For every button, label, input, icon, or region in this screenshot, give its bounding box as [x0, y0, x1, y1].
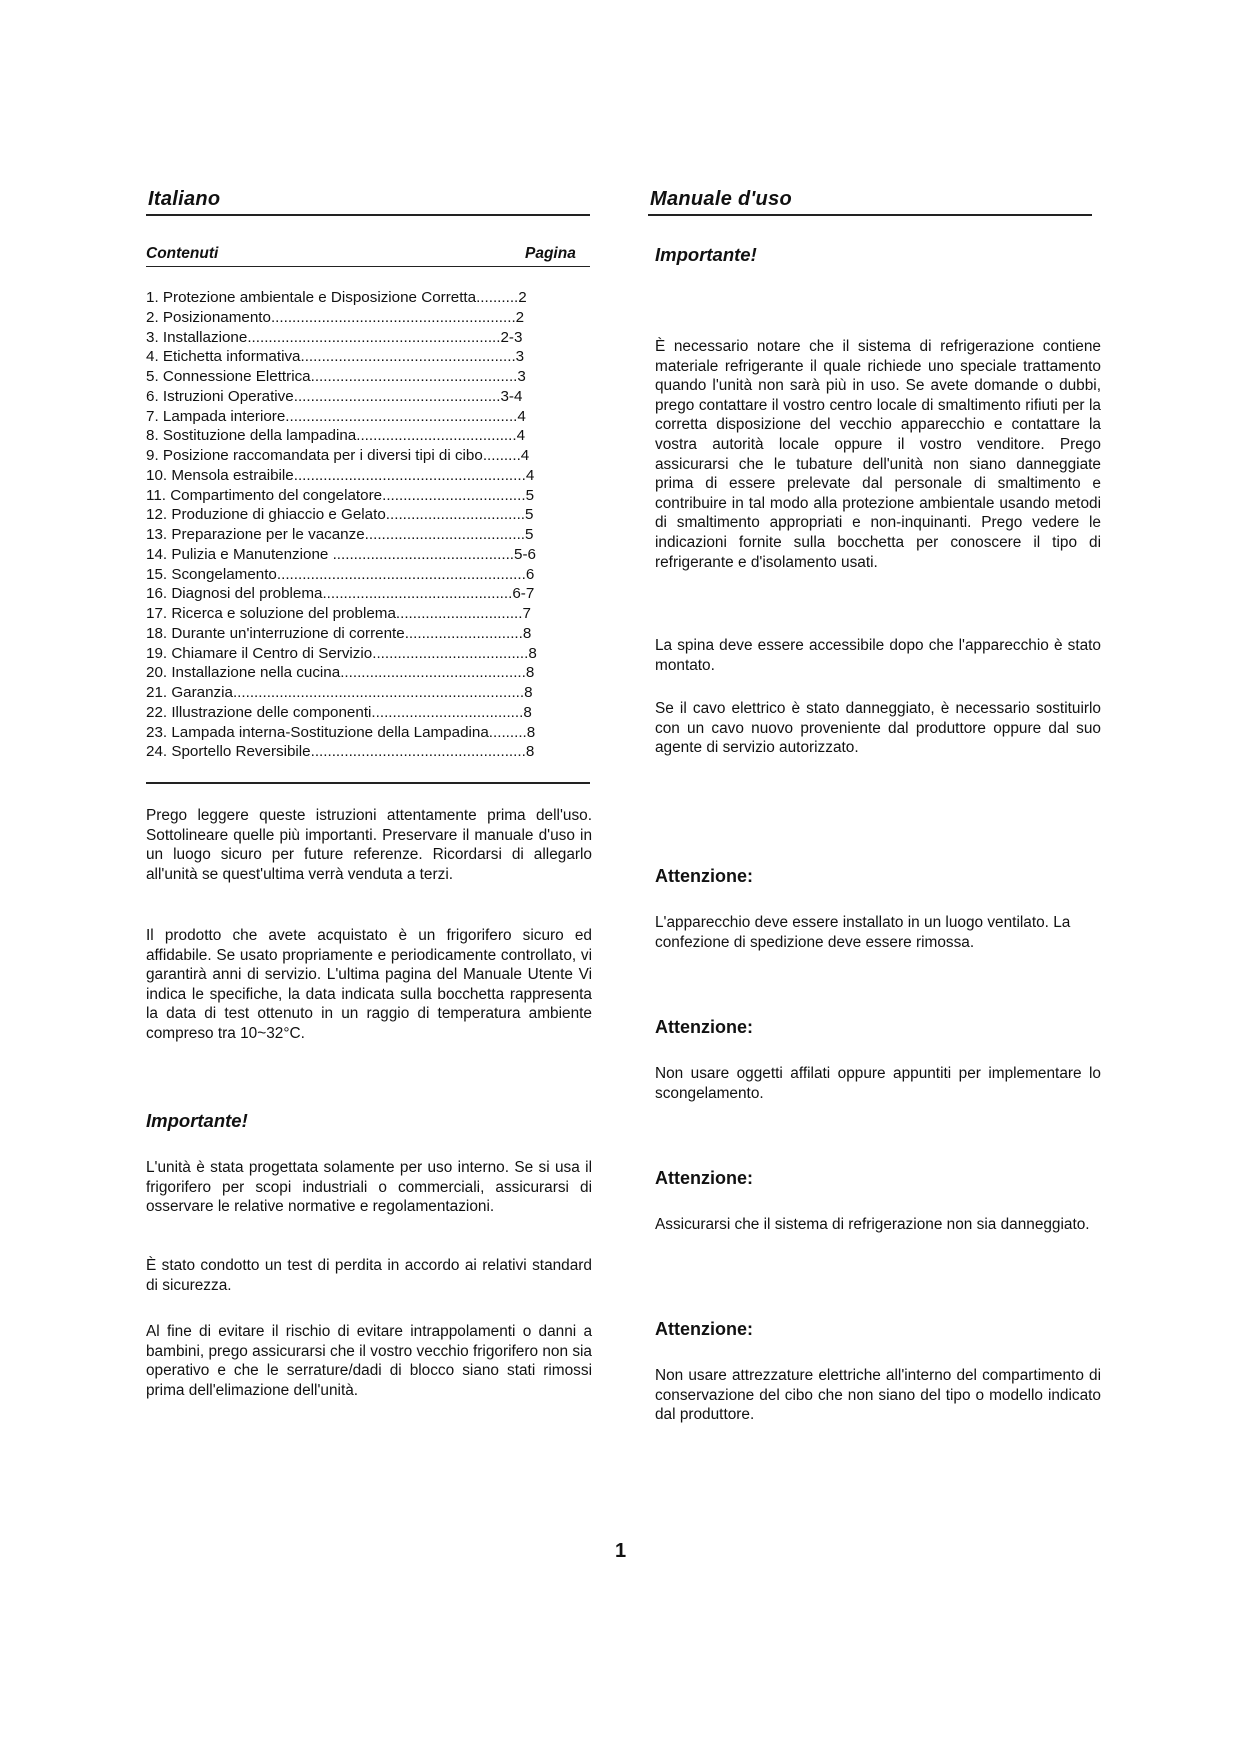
toc-item: 3. Installazione............................................................2-3 — [146, 328, 523, 346]
toc-item: 13. Preparazione per le vacanze......................................5 — [146, 526, 534, 543]
warning-text-2: Non usare oggetti affilati oppure appuntiti per implementare lo scongelamento. — [655, 1065, 1101, 1102]
important-paragraph-3: Al fine di evitare il rischio di evitare intrappolamenti o danni a bambini, prego assicurarsi che il vostro vecchio frigorifero non sia operativo e che le serrature/dadi di blocco siano stati rimossi prima dell'elimazione dell'unità. — [146, 1323, 592, 1399]
toc-item: 4. Etichetta informativa...................................................3 — [146, 348, 525, 366]
page-number: 1 — [615, 1540, 627, 1562]
toc-item: 20. Installazione nella cucina............................................8 — [146, 664, 535, 682]
warning-text-1: L'apparecchio deve essere installato in un luogo ventilato. La confezione di spedizione deve essere rimossa. — [655, 914, 1071, 951]
toc-item: 5. Connessione Elettrica.................................................3 — [146, 368, 526, 385]
cable-paragraph: Se il cavo elettrico è stato danneggiato, è necessario sostituirlo con un cavo nuovo proveniente dal produttore oppure dal suo agente di servizio autorizzato. — [655, 700, 1101, 757]
toc-heading: Contenuti — [146, 245, 219, 262]
toc-item: 23. Lampada interna-Sostituzione della Lampadina.........8 — [146, 723, 536, 741]
toc-item: 2. Posizionamento..........................................................2 — [146, 308, 525, 326]
important-heading-right: Importante! — [655, 244, 757, 265]
table-of-contents — [146, 288, 600, 762]
header-rule-left — [146, 214, 590, 216]
toc-item: 16. Diagnosi del problema.............................................6-7 — [146, 585, 535, 603]
warning-text-3: Assicurarsi che il sistema di refrigerazione non sia danneggiato. — [655, 1216, 1090, 1233]
toc-item: 17. Ricerca e soluzione del problema..............................7 — [146, 605, 531, 622]
toc-item: 22. Illustrazione delle componenti....................................8 — [146, 703, 532, 721]
toc-bottom-rule — [146, 782, 590, 784]
toc-page-heading: Pagina — [525, 245, 576, 262]
important-heading-left: Importante! — [146, 1110, 248, 1131]
language-title: Italiano — [148, 188, 221, 210]
toc-item: 24. Sportello Reversibile...................................................8 — [146, 743, 535, 761]
toc-item: 21. Garanzia.....................................................................8 — [146, 684, 533, 701]
toc-item: 11. Compartimento del congelatore..................................5 — [146, 486, 535, 504]
toc-item: 10. Mensola estraibile.......................................................4 — [146, 466, 535, 484]
warning-heading-4: Attenzione: — [655, 1319, 753, 1339]
toc-item: 19. Chiamare il Centro di Servizio.....................................8 — [146, 644, 537, 662]
toc-item: 12. Produzione di ghiaccio e Gelato.................................5 — [146, 506, 534, 524]
intro-paragraph-2: Il prodotto che avete acquistato è un frigorifero sicuro ed affidabile. Se usato propriamente e periodicamente controllato, vi garantirà anni di servizio. L'ultima pagina del Manuale Utente Vi indica le specifiche, la data indicata sulla bocchetta rappresenta la data di test ottenuto in un raggio di temperatura ambiente compreso tra 10~32°C. — [146, 927, 592, 1042]
toc-item: 9. Posizione raccomandata per i diversi tipi di cibo.........4 — [146, 447, 530, 464]
toc-item: 18. Durante un'interruzione di corrente............................8 — [146, 624, 532, 642]
important-paragraph-1: L'unità è stata progettata solamente per uso interno. Se si usa il frigorifero per scopi industriali o commerciali, assicurarsi di osservare le relative normative e regolamentazioni. — [146, 1159, 592, 1216]
toc-item: 6. Istruzioni Operative.................................................3-4 — [146, 387, 523, 405]
warning-text-4: Non usare attrezzature elettriche all'interno del compartimento di conservazione del cibo che non siano del tipo o modello indicato dal produttore. — [655, 1367, 1101, 1424]
warning-heading-3: Attenzione: — [655, 1168, 753, 1188]
toc-item: 14. Pulizia e Manutenzione ...........................................5-6 — [146, 545, 536, 563]
important-paragraph-2: È stato condotto un test di perdita in accordo ai relativi standard di sicurezza. — [146, 1257, 592, 1294]
header-rule-right — [648, 214, 1092, 216]
toc-item: 1. Protezione ambientale e Disposizione Corretta..........2 — [146, 289, 527, 306]
manual-title: Manuale d'uso — [650, 188, 793, 210]
toc-item: 7. Lampada interiore.......................................................4 — [146, 407, 526, 425]
warning-heading-1: Attenzione: — [655, 866, 753, 886]
toc-item: 8. Sostituzione della lampadina......................................4 — [146, 427, 526, 445]
intro-paragraph-1: Prego leggere queste istruzioni attentamente prima dell'uso. Sottolineare quelle più importanti. Preservare il manuale d'uso in un luogo sicuro per future referenze. Ricordarsi di allegarlo all'unità se quest'ultima verrà venduta a terzi. — [146, 807, 592, 883]
toc-item: 15. Scongelamento...........................................................6 — [146, 565, 535, 583]
refrigerant-paragraph: È necessario notare che il sistema di refrigerazione contiene materiale refrigerante il quale richiede uno speciale trattamento quando l'unità non sarà più in uso. Se avete domande o dubbi, prego contattare il vostro centro locale di smaltimento rifiuti per la corretta disposizione del vecchio apparecchio e contattare la vostra autorità locale oppure il vostro venditore. Prego assicurarsi che le tubature dell'unità non siano danneggiate prima di essere prelevate dal personale di smaltimento e contribuire in tal modo alla protezione ambientale usando metodi di smaltimento appropriati e non-inquinanti. Prego vedere le indicazioni fornite sulla bocchetta per conoscere il tipo di refrigerante e d'isolamento usati. — [655, 338, 1101, 571]
plug-paragraph: La spina deve essere accessibile dopo che l'apparecchio è stato montato. — [655, 637, 1101, 674]
toc-heading-rule — [146, 266, 590, 267]
warning-heading-2: Attenzione: — [655, 1017, 753, 1037]
